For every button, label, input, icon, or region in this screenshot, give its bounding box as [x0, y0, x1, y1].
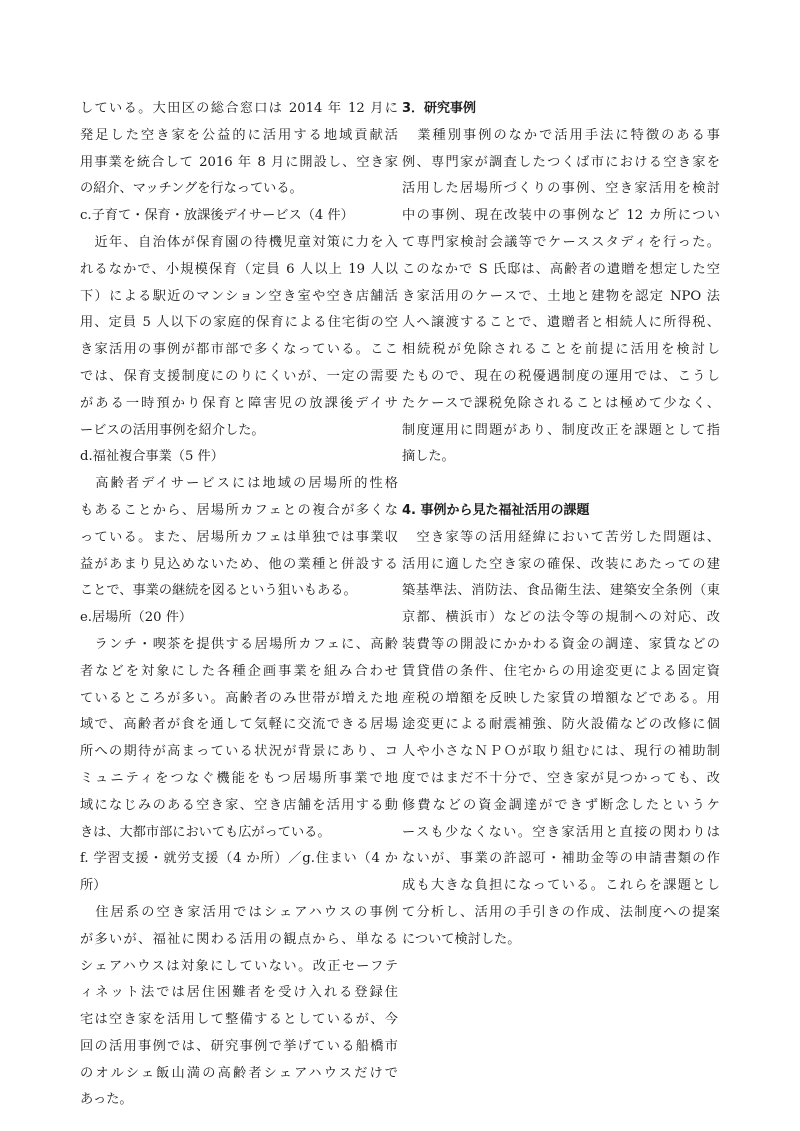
- text-line: 用、定員 5 人以下の家庭的保育による住宅街の空: [80, 315, 398, 331]
- text-line: 賃貸借の条件、住宅からの用途変更による固定資: [402, 663, 720, 679]
- text-line: 宅は空き家を活用して整備するとしているが、今: [80, 1012, 398, 1028]
- section-e-title: e.居場所（20 件）: [80, 610, 193, 626]
- text-line: が多いが、福祉に関わる活用の観点から、単なる: [80, 931, 398, 947]
- text-line: 中の事例、現在改装中の事例など 12 カ所につい: [402, 208, 720, 224]
- text-line: ないが、事業の許認可・補助金等の申請書類の作: [402, 851, 720, 867]
- section-3: [402, 96, 720, 471]
- text-line: きは、大都市部においても広がっている。: [80, 824, 331, 840]
- text-line: ミュニティをつなぐ機能をもつ居場所事業で地: [80, 770, 398, 786]
- text-line: 活用した居場所づくりの事例、空き家活用を検討: [402, 181, 720, 197]
- section-c: [80, 203, 398, 444]
- text-line: 者などを対象にした各種企画事業を組み合わせ: [80, 663, 398, 679]
- text-line: 域になじみのある空き家、空き店舗を活用する動: [80, 797, 398, 813]
- text-line: ことで、事業の継続を図るという狙いもある。: [80, 583, 357, 599]
- text-line: シェアハウスは対象にしていない。改正セーフテ: [80, 958, 398, 974]
- text-line: ースも少なくない。空き家活用と直接の関わりは: [402, 824, 720, 840]
- text-line: 修費などの資金調達ができず断念したというケ: [402, 797, 720, 813]
- section-3-heading: 3．研究事例: [402, 101, 477, 116]
- text-line: の紹介、マッチングを行なっている。: [80, 181, 303, 197]
- section-4: [402, 498, 720, 954]
- text-line: 相続税が免除されることを前提に活用を検討し: [402, 342, 720, 358]
- text-line: 制度運用に問題があり、制度改正を課題として指: [402, 422, 720, 438]
- text-line: がある一時預かり保育と障害児の放課後デイサ: [80, 395, 398, 411]
- text-line: 産税の増額を反映した家賃の増額などである。用: [402, 690, 720, 706]
- section-fg: [80, 846, 398, 1114]
- text-line: 途変更による耐震補強、防火設備などの改修に個: [402, 717, 720, 733]
- text-line: 人や小さなＮＰＯが取り組むには、現行の補助制: [402, 744, 720, 760]
- text-line: 度ではまだ不十分で、空き家が見つかっても、改: [402, 770, 720, 786]
- text-line: 近年、自治体が保育園の待機児童対策に力を入: [80, 234, 398, 250]
- text-line: 築基準法、消防法、食品衛生法、建築安全条例（東: [402, 583, 720, 599]
- text-line: ランチ・喫茶を提供する居場所カフェに、高齢: [80, 636, 398, 652]
- text-line: のオルシェ飯山満の高齢者シェアハウスだけで: [80, 1065, 398, 1081]
- text-line: 住居系の空き家活用ではシェアハウスの事例: [80, 904, 398, 920]
- text-line: たもので、現在の税優遇制度の運用では、こうし: [402, 368, 720, 384]
- text-line: て専門家検討会議等でケーススタディを行った。: [402, 234, 720, 250]
- text-line: 活用に適した空き家の確保、改装にあたっての建: [402, 556, 720, 572]
- section-4-heading: 4. 事例から見た福祉活用の課題: [402, 502, 590, 518]
- section-d: [80, 444, 398, 605]
- text-line: き家活用のケースで、土地と建物を認定 NPO 法: [402, 288, 720, 304]
- text-line: 域で、高齢者が食を通して気軽に交流できる居場: [80, 717, 398, 733]
- text-line: 装費等の開設にかかわる資金の調達、家賃などの: [402, 636, 720, 652]
- text-line: このなかで S 氏邸は、高齢者の遺贈を想定した空: [402, 261, 720, 277]
- text-line: ているところが多い。高齢者のみ世帯が増えた地: [80, 690, 398, 706]
- text-line: 用事業を統合して 2016 年 8 月に開設し、空き家: [80, 154, 398, 170]
- section-c-title: c.子育て・保育・放課後デイサービス（4 件）: [80, 208, 354, 224]
- text-line: 高齢者デイサービスには地域の居場所的性格: [80, 476, 398, 492]
- section-fg-title: f. 学習支援・就労支援（4 か所）／g.住まい（4 か: [80, 851, 398, 867]
- text-line: 回の活用事例では、研究事例で挙げている船橋市: [80, 1038, 398, 1054]
- text-line: について検討した。: [402, 931, 521, 947]
- text-line: 下）による駅近のマンション空き室や空き店舗活: [80, 288, 398, 304]
- text-line: ービスの活用事例を紹介した。: [80, 422, 265, 438]
- text-line: き家活用の事例が都市部で多くなっている。ここ: [80, 342, 398, 358]
- text-line: 摘した。: [402, 449, 455, 465]
- text-line: 空き家等の活用経緯において苦労した問題は、: [402, 529, 720, 545]
- text-line: 益があまり見込めないため、他の業種と併設する: [80, 556, 398, 572]
- text-line: 所への期待が高まっている状況が背景にあり、コ: [80, 744, 398, 760]
- right-column: [402, 96, 720, 954]
- section-gap: [402, 471, 720, 498]
- text-line: れるなかで、小規模保育（定員 6 人以上 19 人以: [80, 261, 398, 277]
- text-line: て分析し、活用の手引きの作成、法制度への提案: [402, 904, 720, 920]
- text-line: ィネット法では居住困難者を受け入れる登録住: [80, 985, 398, 1001]
- text-line: では、保育支援制度にのりにくいが、一定の需要: [80, 368, 398, 384]
- text-line: あった。: [80, 1092, 133, 1108]
- text-line: たケースで課税免除されることは極めて少なく、: [402, 395, 720, 411]
- text-line: 業種別事例のなかで活用手法に特徴のある事: [402, 127, 720, 143]
- text-line: 人へ譲渡することで、遺贈者と相続人に所得税、: [402, 315, 720, 331]
- text-line: っている。また、居場所カフェは単独では事業収: [80, 529, 398, 545]
- section-fg-title-cont: 所）: [80, 878, 107, 894]
- text-line: もあることから、居場所カフェとの複合が多くな: [80, 502, 398, 518]
- text-line: 例、専門家が調査したつくば市における空き家を: [402, 154, 720, 170]
- intro-paragraph: [80, 96, 398, 203]
- section-e: [80, 605, 398, 846]
- text-line: している。大田区の総合窓口は 2014 年 12 月に: [80, 101, 398, 116]
- section-d-title: d.福祉複合事業（5 件）: [80, 449, 224, 465]
- text-line: 京都、横浜市）などの法令等の規制への対応、改: [402, 610, 720, 626]
- text-line: 成も大きな負担になっている。これらを課題とし: [402, 878, 720, 894]
- left-column: [80, 96, 398, 1114]
- text-line: 発足した空き家を公益的に活用する地域貢献活: [80, 127, 398, 143]
